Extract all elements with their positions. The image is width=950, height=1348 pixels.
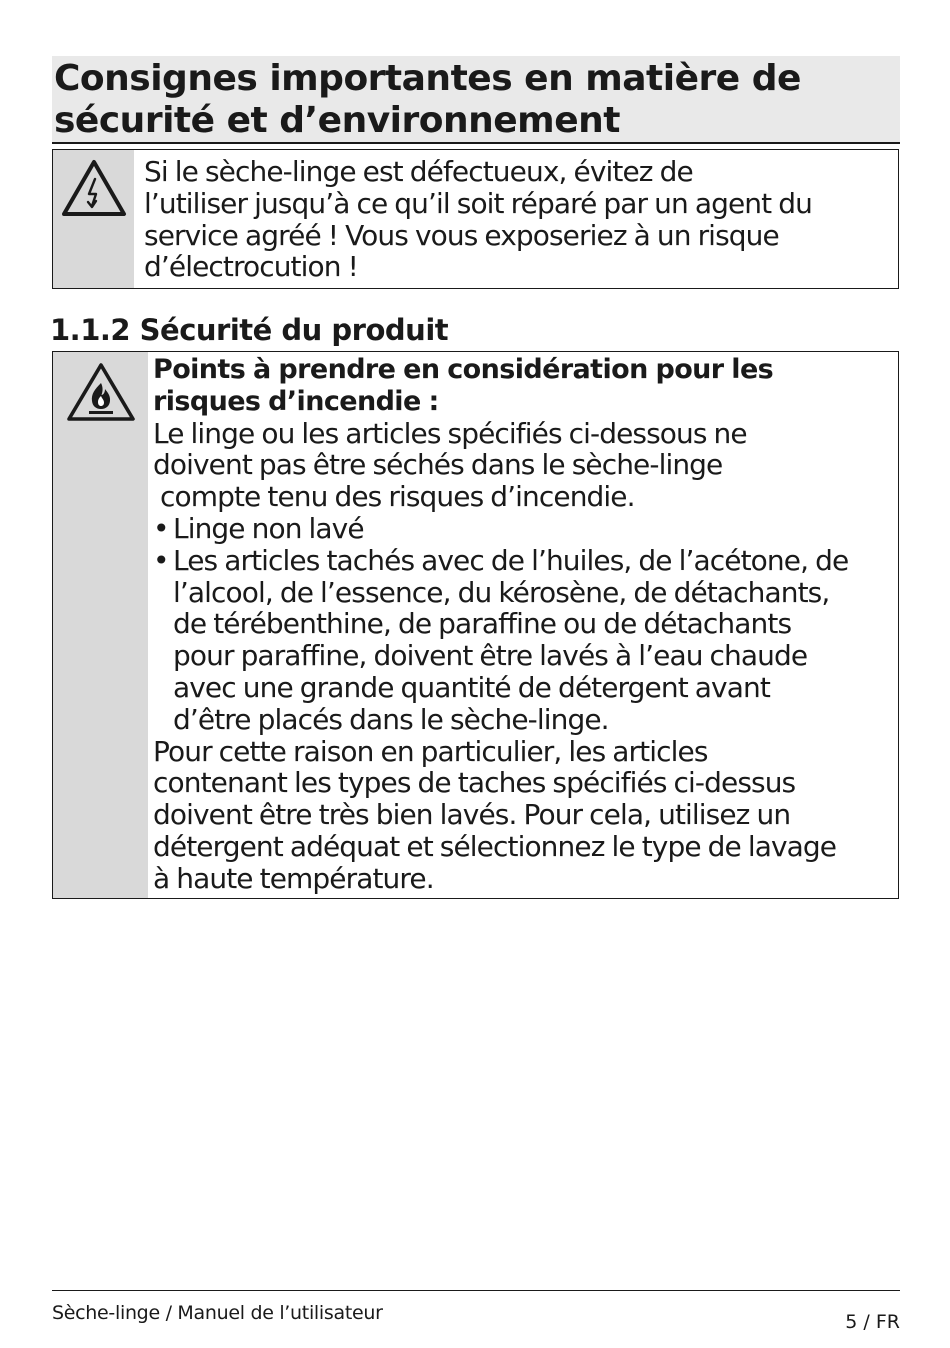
fire-warning-heading: [153, 354, 848, 418]
fire-warning-text: [148, 352, 854, 898]
section-title-line-1: Consignes importantes en matière de: [54, 58, 801, 99]
electric-warning-line: l’utiliser jusqu’à ce qu’il soit réparé par un agent du: [144, 186, 812, 220]
fire-warning-intro-line: Le linge ou les articles spécifiés ci-dessous ne: [153, 416, 747, 450]
fire-warning-closing-line: contenant les types de taches spécifiés ci-dessus: [153, 766, 796, 800]
fire-warning-closing-line: Pour cette raison en particulier, les articles: [153, 734, 708, 768]
fire-warning-heading-line: risques d’incendie :: [153, 385, 439, 417]
bullet-marker: •: [153, 511, 169, 545]
electric-warning-line: Si le sèche-linge est défectueux, évitez de: [144, 155, 693, 188]
electric-warning-line: d’électrocution !: [144, 250, 358, 284]
bullet-marker: •: [153, 543, 169, 577]
bullet-text: d’être placés dans le sèche-linge.: [173, 702, 609, 736]
fire-warning-intro-line: compte tenu des risques d’incendie.: [160, 480, 635, 514]
fire-warning-closing-line: doivent être très bien lavés. Pour cela, utilisez un: [153, 798, 791, 832]
section-header: [52, 56, 900, 144]
bullet-text: pour paraffine, doivent être lavés à l’eau chaude: [173, 639, 808, 673]
bullet-text: avec une grande quantité de détergent avant: [173, 670, 770, 704]
fire-warning-bullet-list: [153, 513, 848, 736]
electric-warning-line: service agréé ! Vous vous exposeriez à un risque: [144, 218, 779, 252]
fire-warning-closing-line: à haute température.: [153, 861, 434, 895]
bullet-text: Les articles tachés avec de l’huiles, de l’acétone, de: [173, 543, 849, 577]
list-item: [153, 545, 848, 736]
list-item: [153, 513, 848, 545]
electric-warning-text: [134, 150, 818, 288]
fire-warning-box: [52, 351, 899, 899]
section-title-line-2: sécurité et d’environnement: [54, 100, 620, 141]
bullet-text: Linge non lavé: [173, 511, 364, 545]
footer-divider: [52, 1290, 900, 1291]
electric-warning-icon-column: [53, 150, 134, 288]
electric-shock-warning-icon: [60, 158, 128, 218]
footer-page-number: 5 / FR: [845, 1311, 900, 1333]
subsection-title: 1.1.2 Sécurité du produit: [50, 313, 449, 347]
fire-warning-heading-line: Points à prendre en considération pour les: [153, 354, 774, 385]
fire-hazard-warning-icon: [65, 361, 137, 423]
fire-warning-icon-column: [53, 352, 148, 898]
bullet-text: de térébenthine, de paraffine ou de détachants: [173, 607, 792, 641]
electric-warning-box: [52, 149, 899, 289]
bullet-text: l’alcool, de l’essence, du kérosène, de détachants,: [173, 575, 830, 609]
section-title: [54, 58, 801, 142]
fire-warning-closing-line: détergent adéquat et sélectionnez le type de lavage: [153, 829, 837, 863]
footer-manual-title: Sèche-linge / Manuel de l’utilisateur: [52, 1302, 383, 1324]
fire-warning-intro-line: doivent pas être séchés dans le sèche-linge: [153, 448, 723, 482]
